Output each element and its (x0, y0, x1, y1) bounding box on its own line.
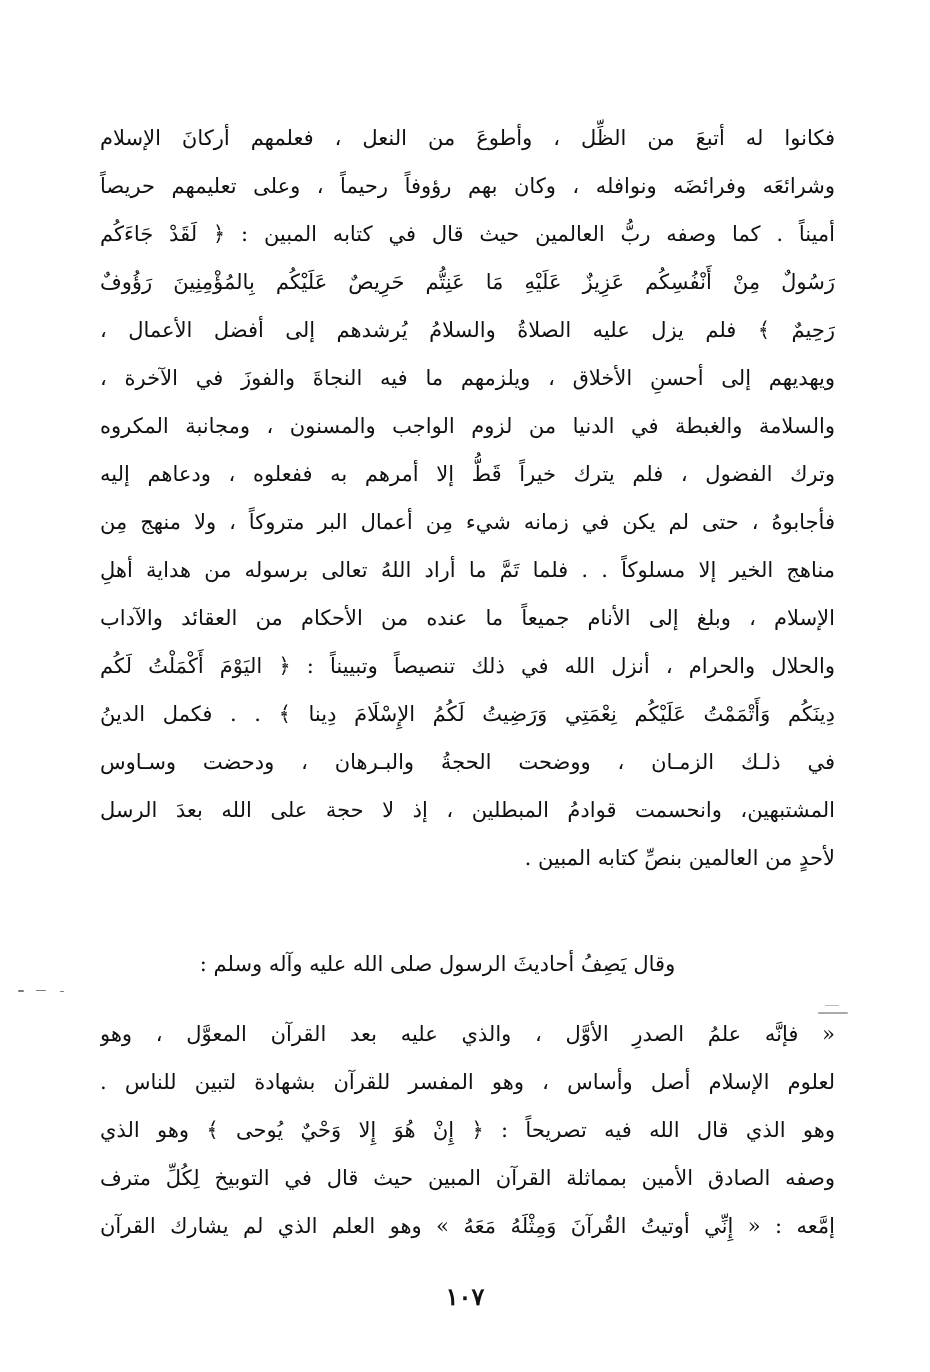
text-line: والسلامة والغبطة في الدنيا من لزوم الواجب والمسنون ، ومجانبة المكروه (100, 414, 835, 438)
section-heading: وقال يَصِفُ أحاديثَ الرسول صلى الله عليه وآله وسلم : (199, 952, 676, 976)
text-line: لأحدٍ من العالمين بنصِّ كتابه المبين . (524, 846, 835, 870)
text-line: والحلال والحرام ، أنزل الله في ذلك تنصيصاً وتبييناً : ﴿ اليَوْمَ أَكْمَلْتُ لَكُم (100, 654, 835, 678)
scan-speck (818, 1012, 848, 1014)
text-line: فأجابوهُ ، حتى لم يكن في زمانه شيء مِن أعمال البر متروكاً ، ولا منهج مِن (100, 510, 835, 534)
text-line: في ذلـك الزمـان ، ووضحت الحجةُ والبـرهان ، ودحضت وسـاوس (100, 750, 835, 774)
text-line: مناهج الخير إلا مسلوكاً . . فلما تَمَّ ما أراد اللهُ تعالى برسوله من هداية أهلِ (100, 558, 835, 582)
text-line: « فإنَّه علمُ الصدرِ الأوَّل ، والذي عليه بعد القرآن المعوَّل ، وهو (100, 1022, 835, 1046)
paragraph-1 (100, 114, 835, 882)
text-line: المشتبهين، وانحسمت قوادمُ المبطلين ، إذ لا حجة على الله بعدَ الرسل (100, 798, 835, 822)
text-line: رَحِيمٌ ﴾ فلم يزل عليه الصلاةُ والسلامُ يُرشدهم إلى أفضل الأعمال ، (100, 318, 835, 342)
text-line: وهو الذي قال الله فيه تصريحاً : ﴿ إِنْ هُوَ إِلا وَحْيٌ يُوحى ﴾ وهو الذي (100, 1118, 835, 1142)
quran-verse-line: دِينَكُم وَأَتْمَمْتُ عَلَيْكُم نِعْمَتِي وَرَضِيتُ لَكُمُ الإِسْلَامَ دِينا ﴾ . . فكمل الدينُ (100, 702, 835, 726)
scan-speck (60, 991, 64, 992)
text-line: فكانوا له أتبعَ من الظِّل ، وأطوعَ من النعل ، فعلمهم أركانَ الإسلام (100, 126, 835, 150)
text-line: لعلوم الإسلام أصل وأساس ، وهو المفسر للقرآن بشهادة لتبين للناس . (100, 1070, 835, 1094)
text-line: إمَّعه : « إِنِّي أوتيتُ القُرآنَ وَمِثْلَهُ مَعَهُ » وهو العلم الذي لم يشارك القرآن (100, 1214, 835, 1238)
scan-speck (18, 990, 24, 992)
scan-speck (825, 1005, 839, 1006)
text-line: ويهديهم إلى أحسنِ الأخلاق ، ويلزمهم ما فيه النجاةَ والفوزَ في الآخرة ، (100, 366, 835, 390)
text-line: الإسلام ، وبلغ إلى الأنام جميعاً ما عنده من الأحكام من العقائد والآداب (100, 606, 835, 630)
text-line: وصفه الصادق الأمين بمماثلة القرآن المبين حيث قال في التوبيخ لِكُلِّ مترف (100, 1166, 835, 1190)
quran-verse-line: رَسُولٌ مِنْ أَنْفُسِكُم عَزِيزٌ عَلَيْهِ مَا عَنِتُّم حَرِيصٌ عَلَيْكُم بِالمُؤْمِنِينَ رَؤُوفٌ (100, 270, 835, 294)
text-line: أميناً . كما وصفه ربُّ العالمين حيث قال في كتابه المبين : ﴿ لَقَدْ جَاءَكُم (100, 222, 835, 246)
scan-speck (36, 990, 46, 991)
text-line: وترك الفضول ، فلم يترك خيراً قَطُّ إلا أمرهم به ففعلوه ، ودعاهم إليه (100, 462, 835, 486)
page-number: ١٠٧ (445, 1282, 485, 1311)
text-line: وشرائعَه وفرائضَه ونوافله ، وكان بهم رؤوفاً رحيماً ، وعلى تعليمهم حريصاً (100, 174, 835, 198)
paragraph-2 (100, 1010, 835, 1250)
